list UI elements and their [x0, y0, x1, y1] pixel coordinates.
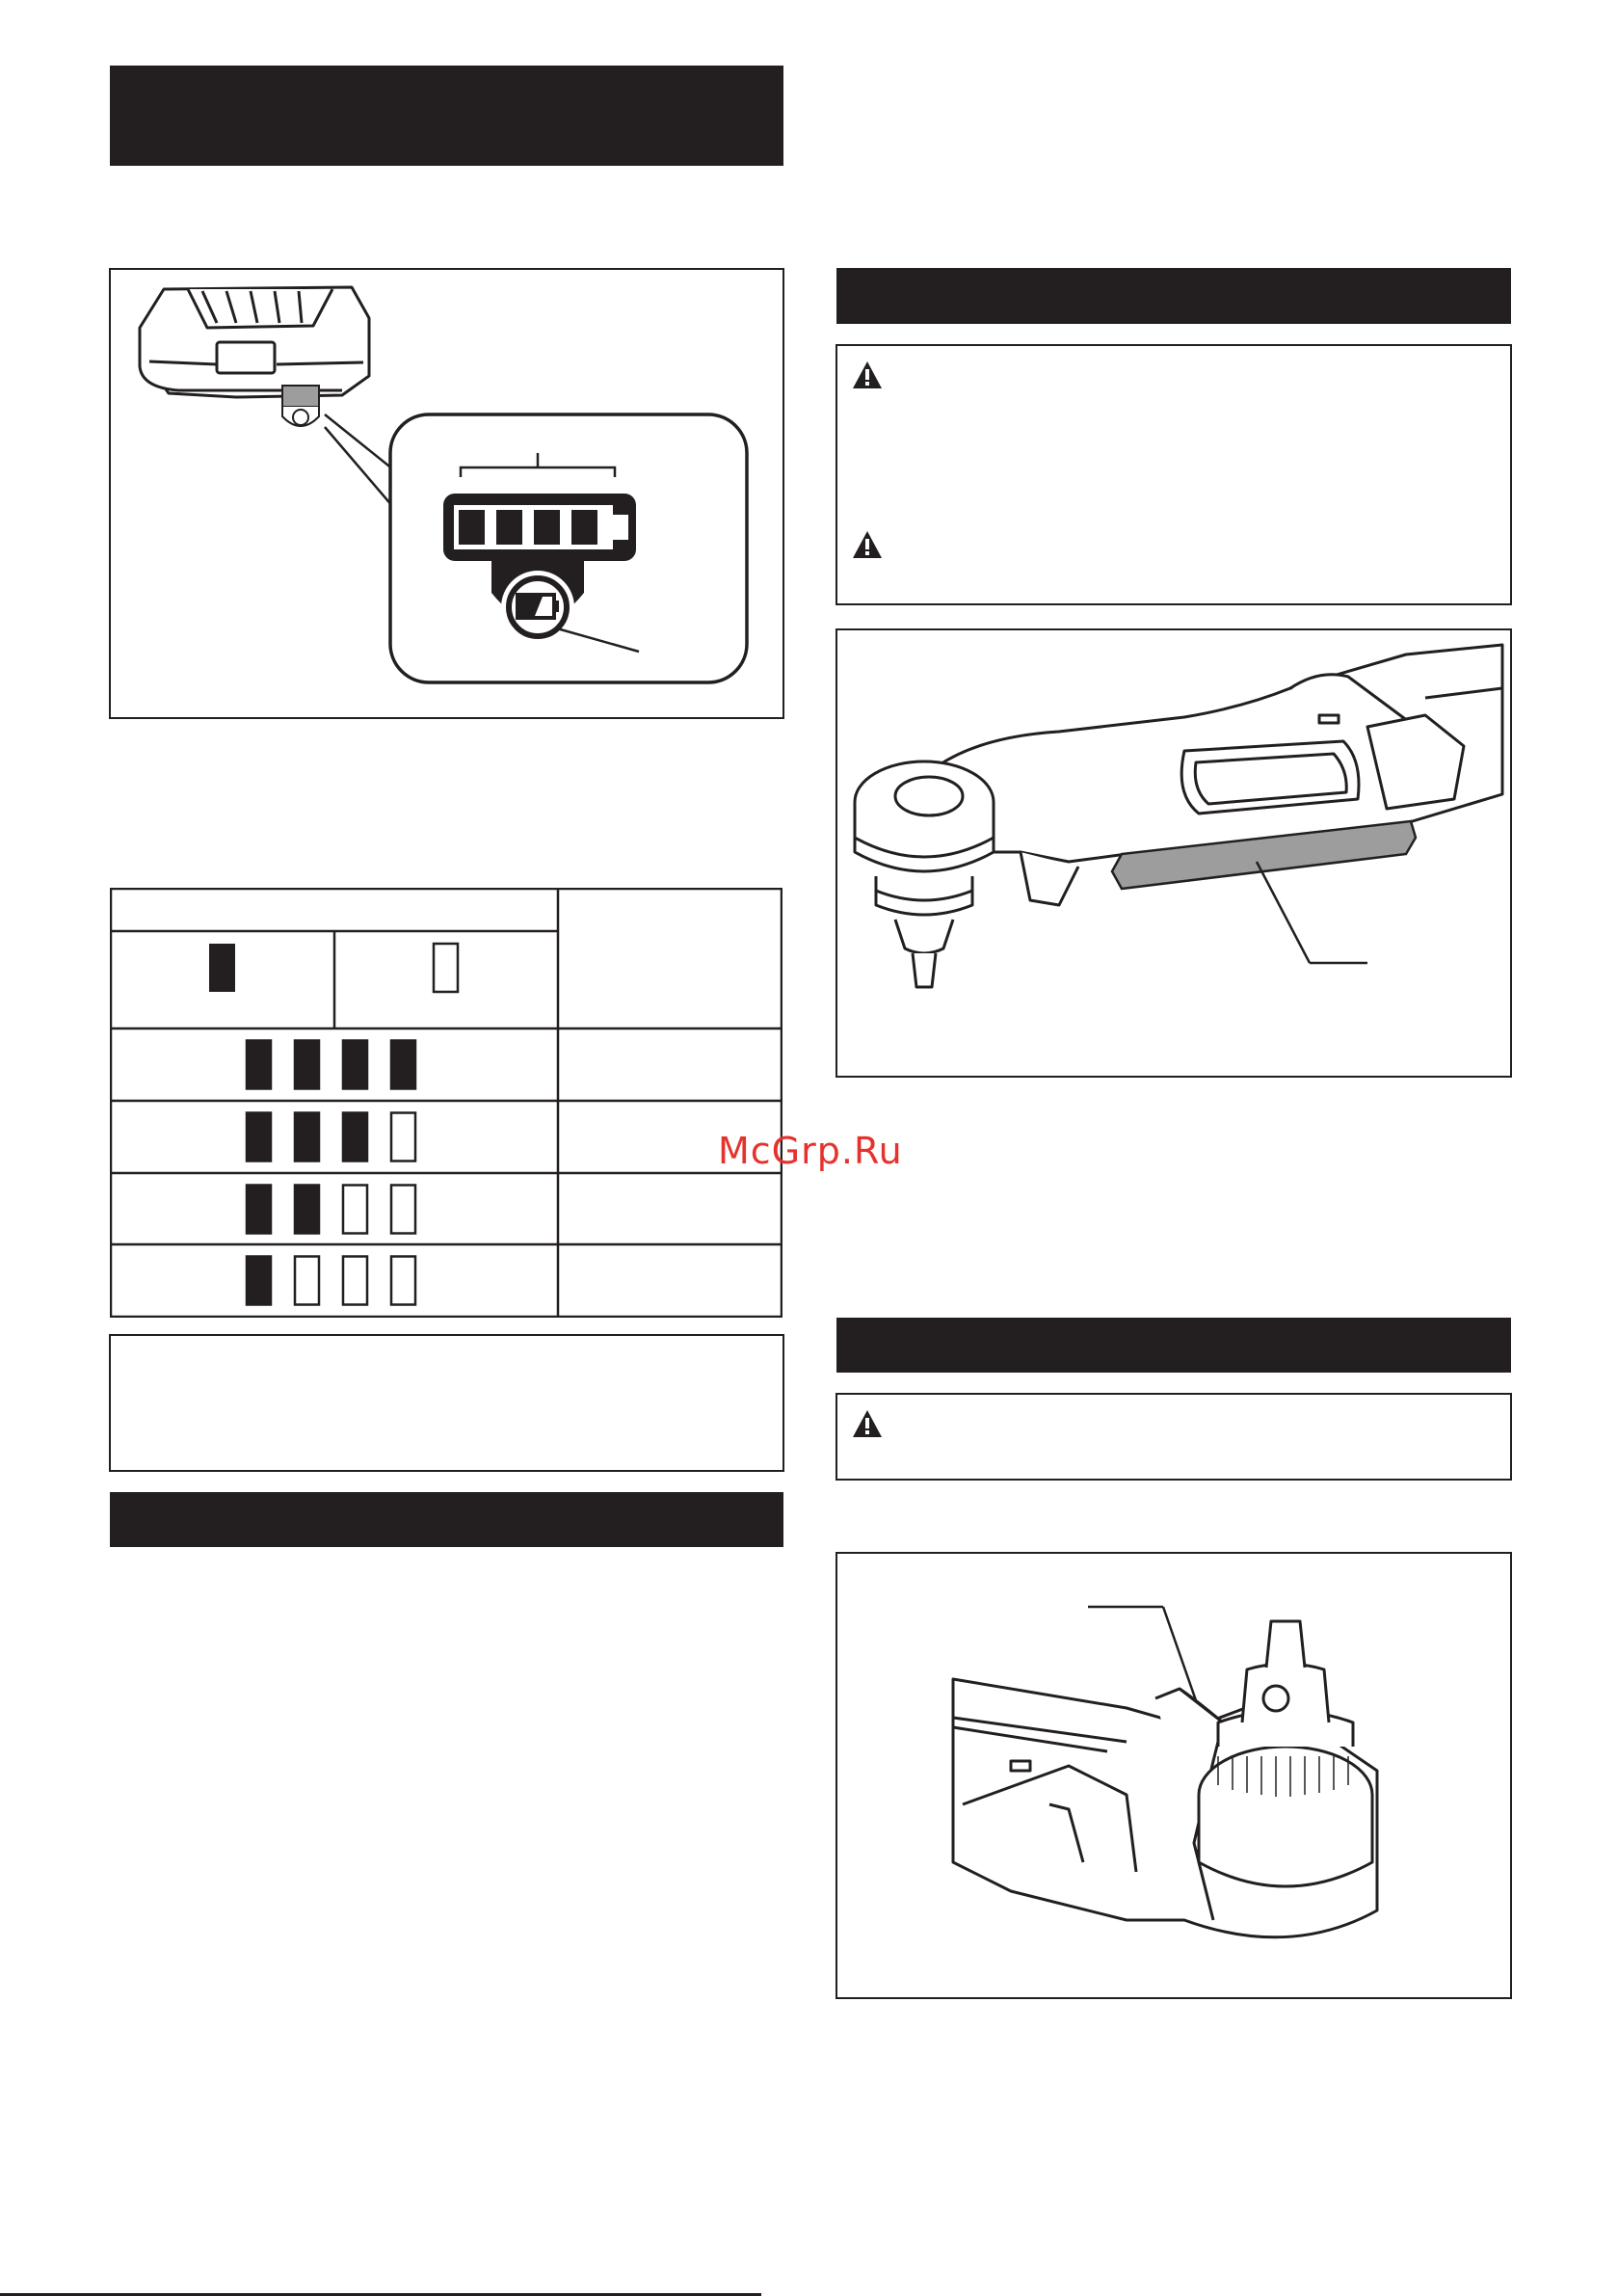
note-box-left — [109, 1334, 784, 1472]
lamp-lit — [247, 1257, 271, 1305]
figure-drill-side — [836, 628, 1512, 1078]
lamp-lit — [391, 1041, 415, 1089]
section-header-bar-bottom-left — [110, 1492, 783, 1547]
warning-box-1 — [836, 344, 1512, 605]
lamp-lit — [295, 1041, 319, 1089]
warning-triangle-icon — [851, 1408, 884, 1439]
battery-indicator-patch — [282, 386, 319, 407]
section-header-bar-right-2 — [836, 1318, 1511, 1373]
lamp-unlit — [343, 1257, 367, 1305]
lamp-lit-legend — [209, 944, 235, 992]
lamp-lit — [343, 1113, 367, 1161]
lamp-unlit — [391, 1257, 415, 1305]
lamp-lit — [343, 1041, 367, 1089]
lamp-lit — [247, 1186, 271, 1234]
lamp-lit — [295, 1113, 319, 1161]
lamp-unlit — [391, 1113, 415, 1161]
battery-indicator-table — [110, 888, 782, 1318]
lamp-lit — [247, 1041, 271, 1089]
lamp-lit — [295, 1186, 319, 1234]
section-header-bar-right-1 — [836, 268, 1511, 324]
lamp-unlit-legend — [434, 944, 458, 992]
angle-drill-illustration — [837, 630, 1510, 1076]
drill-chuck-illustration — [837, 1554, 1510, 1997]
lamp-unlit — [343, 1186, 367, 1234]
battery-illustration — [111, 270, 782, 717]
lamp-unlit — [295, 1257, 319, 1305]
warning-triangle-icon — [851, 360, 884, 390]
warning-triangle-icon — [851, 529, 884, 560]
warning-box-2 — [836, 1393, 1512, 1481]
section-header-bar-top-left — [110, 66, 783, 166]
lamp-unlit — [391, 1186, 415, 1234]
lamp-lit — [247, 1113, 271, 1161]
figure-battery-indicator — [109, 268, 784, 719]
watermark: McGrp.Ru — [718, 1130, 903, 1172]
figure-drill-chuck — [836, 1552, 1512, 1999]
